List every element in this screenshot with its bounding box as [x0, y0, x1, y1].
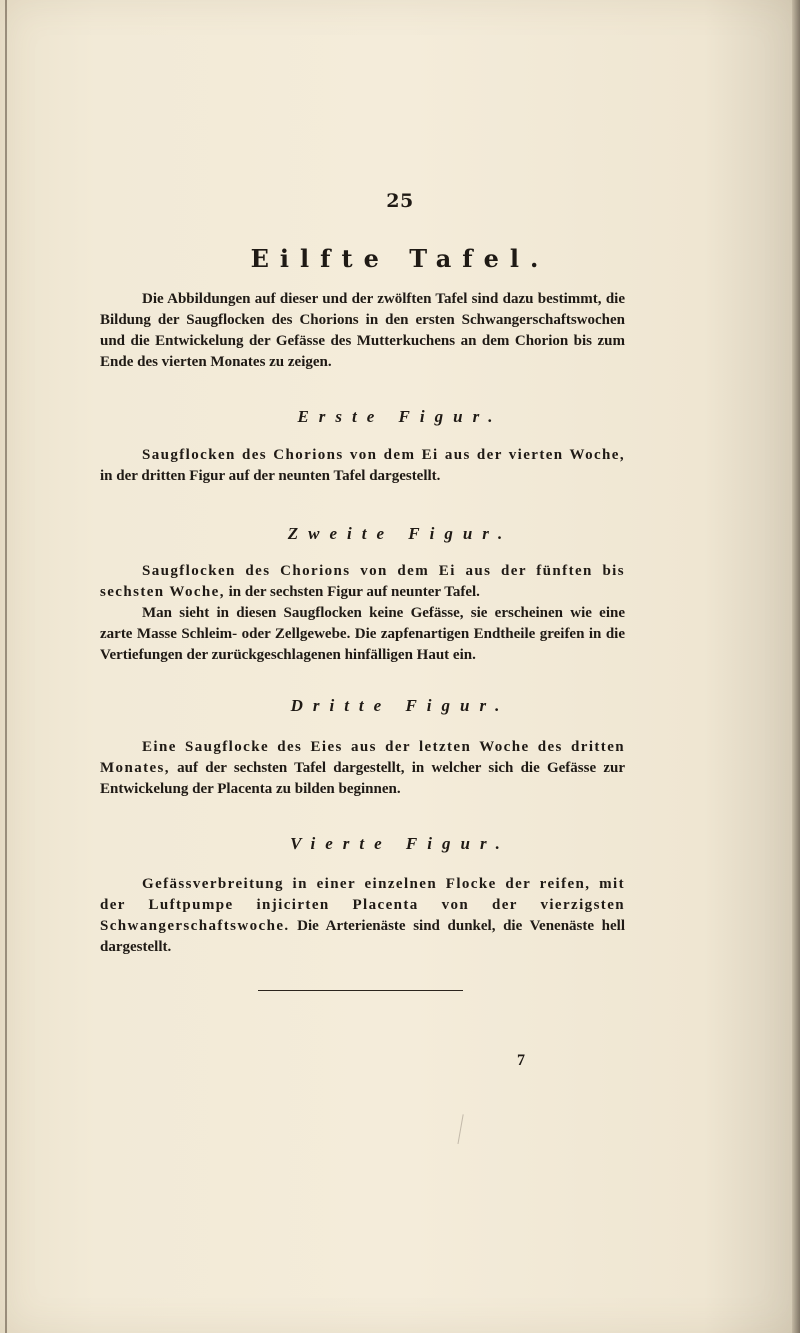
figure-description-4-body: Die Arterienäste sind dunkel, die Venenäste hell dargestellt.	[100, 918, 625, 955]
figure-description-4-lead: Gefässverbreitung in einer einzelnen Flocke der reifen, mit der Luftpumpe injicirten Placenta von der vierzigsten Schwangerschaftswoche.	[100, 876, 625, 934]
figure-heading-2: Zweite Figur.	[287, 524, 513, 543]
figure-description-2-lead: Saugflocken des Chorions von dem Ei aus der fünften bis sechsten Woche,	[100, 563, 625, 600]
figure-description-1-lead: Saugflocken des Chorions von dem Ei aus der vierten Woche,	[142, 447, 625, 463]
figure-description-2-paragraph-2	[100, 603, 625, 666]
page-number: 25	[386, 190, 414, 212]
figure-heading-4: Vierte Figur.	[290, 834, 510, 853]
figure-description-2	[100, 561, 625, 603]
figure-description-2-body: in der sechsten Figur auf neunter Tafel.	[228, 584, 480, 600]
section-divider	[258, 990, 463, 991]
signature-mark: 7	[517, 1052, 525, 1069]
figure-description-1-body: in der dritten Figur auf der neunten Tafel dargestellt.	[100, 468, 441, 484]
intro-text: Die Abbildungen auf dieser und der zwölften Tafel sind dazu bestimmt, die Bildung der Saugflocken des Chorions in den ersten Schwangerschaftswochen und die Entwickelung der Gefässe des Mutterkuchens an dem Chorion bis zum Ende des vierten Monates zu zeigen.	[100, 291, 625, 370]
figure-description-3-body: auf der sechsten Tafel dargestellt, in welcher sich die Gefässe zur Entwickelung der Placenta zu bilden beginnen.	[100, 760, 625, 797]
figure-description-2-paragraph-2-text: Man sieht in diesen Saugflocken keine Gefässe, sie erscheinen wie eine zarte Masse Schleim- oder Zellgewebe. Die zapfenartigen Endtheile greifen in die Vertiefungen der zurückgeschlagenen hinfälligen Haut ein.	[100, 605, 625, 663]
figure-description-3-lead: Eine Saugflocke des Eies aus der letzten Woche des dritten Monates,	[100, 739, 625, 776]
figure-description-1	[100, 445, 625, 487]
page-smudge	[457, 1114, 473, 1145]
figure-description-3	[100, 737, 625, 800]
figure-heading-1: Erste Figur.	[297, 407, 503, 426]
figure-heading-3: Dritte Figur.	[290, 696, 510, 715]
plate-title: Eilfte Tafel.	[250, 244, 550, 273]
intro-paragraph	[100, 289, 625, 373]
figure-description-4	[100, 874, 625, 958]
